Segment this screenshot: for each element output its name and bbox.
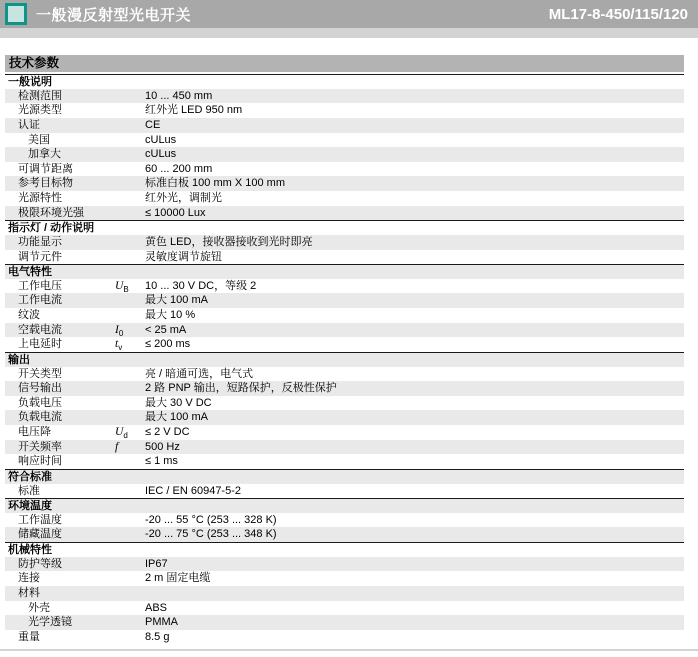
param-label: 工作温度: [18, 513, 62, 526]
param-label: 调节元件: [18, 250, 62, 263]
param-label: 信号输出: [18, 382, 62, 395]
param-value: 最大 10 %: [145, 309, 196, 321]
param-label: 极限环境光强: [18, 206, 84, 219]
param-row: [5, 425, 684, 440]
param-row: [5, 176, 684, 191]
param-row: [5, 410, 684, 425]
param-label: 储藏温度: [18, 528, 62, 541]
param-label: 美国: [28, 133, 50, 146]
param-label: 光源类型: [18, 104, 62, 117]
section-label: 符合标准: [8, 470, 52, 483]
param-symbol: [115, 89, 145, 104]
param-value: IP67: [145, 557, 168, 570]
param-row: [5, 440, 684, 455]
param-row: [5, 250, 684, 265]
param-value: ≤ 2 V DC: [145, 426, 190, 438]
param-symbol: [115, 513, 145, 528]
param-label: 负载电压: [18, 396, 62, 409]
param-value: 标准白板 100 mm X 100 mm: [145, 177, 285, 190]
param-row: [5, 513, 684, 528]
section-label: 机械特性: [8, 544, 52, 556]
param-symbol: [115, 586, 145, 601]
param-row: [5, 557, 684, 572]
param-label: 工作电流: [18, 294, 62, 307]
param-label: 可调节距离: [18, 162, 73, 175]
param-row: [5, 615, 684, 630]
section-label: 指示灯 / 动作说明: [8, 222, 95, 235]
param-symbol: [115, 367, 145, 382]
param-value: -20 ... 75 °C (253 ... 348 K): [145, 528, 277, 541]
section-header-row: [5, 542, 684, 557]
param-value: 500 Hz: [145, 440, 180, 453]
param-row: [5, 147, 684, 162]
param-symbol: [115, 396, 145, 411]
param-symbol: [115, 103, 145, 118]
param-symbol: [115, 527, 145, 542]
param-label: 上电延时: [18, 338, 62, 351]
section-header-row: [5, 220, 684, 235]
section-header-row: [5, 469, 684, 484]
param-value: 2 路 PNP 输出，短路保护，反极性保护: [145, 382, 337, 395]
table-title: 技术参数: [5, 55, 684, 72]
param-symbol: [115, 162, 145, 177]
param-value: -20 ... 55 °C (253 ... 328 K): [145, 513, 277, 526]
param-label: 空载电流: [18, 323, 62, 336]
technical-parameters-table: [5, 55, 684, 644]
param-value: 最大 30 V DC: [145, 396, 212, 409]
param-value: 黄色 LED，接收器接收到光时即亮: [145, 235, 313, 248]
param-symbol: [115, 235, 145, 250]
param-label: 连接: [18, 572, 40, 585]
section-header-row: [5, 352, 684, 367]
param-row: [5, 191, 684, 206]
params-rows: [5, 74, 684, 644]
param-symbol: [115, 308, 145, 323]
param-label: 参考目标物: [18, 177, 73, 190]
section-header-row: [5, 74, 684, 89]
param-symbol: [115, 615, 145, 630]
param-row: [5, 89, 684, 104]
param-row: [5, 235, 684, 250]
header-bar: [0, 0, 698, 28]
param-label: 开关频率: [18, 440, 62, 453]
param-value: 10 ... 450 mm: [145, 89, 213, 102]
param-symbol: [115, 410, 145, 425]
param-symbol: [115, 571, 145, 586]
param-row: [5, 396, 684, 411]
param-symbol: $U_d$: [115, 426, 128, 440]
param-symbol: [115, 601, 145, 616]
param-label: 纹波: [18, 309, 40, 321]
section-label: 电气特性: [8, 266, 52, 279]
param-row: [5, 484, 684, 499]
param-label: 外壳: [28, 601, 50, 614]
param-symbol: $t_v$: [115, 338, 123, 352]
param-symbol: [115, 630, 145, 645]
param-symbol: [115, 484, 145, 499]
param-row: [5, 586, 684, 601]
param-symbol: [115, 454, 145, 469]
param-label: 加拿大: [28, 148, 61, 161]
param-label: 光学透镜: [28, 616, 72, 629]
param-row: [5, 454, 684, 469]
param-label: 功能显示: [18, 235, 62, 248]
param-value: ≤ 1 ms: [145, 455, 178, 468]
param-label: 工作电压: [18, 279, 62, 292]
param-value: 最大 100 mA: [145, 411, 208, 424]
param-symbol: [115, 557, 145, 572]
param-value: 8.5 g: [145, 630, 170, 643]
param-symbol: [115, 118, 145, 133]
param-value: 2 m 固定电缆: [145, 572, 211, 585]
param-value: cULus: [145, 133, 177, 146]
param-value: cULus: [145, 148, 177, 161]
param-value: ≤ 200 ms: [145, 338, 191, 351]
param-symbol: [115, 191, 145, 206]
param-label: 响应时间: [18, 455, 62, 468]
param-row: [5, 279, 684, 294]
page-title: 一般漫反射型光电开关: [36, 6, 192, 24]
param-label: 开关类型: [18, 367, 62, 380]
param-value: ≤ 10000 Lux: [145, 206, 206, 219]
param-label: 防护等级: [18, 557, 62, 570]
footer-divider: [0, 649, 698, 651]
param-row: [5, 630, 684, 645]
param-value: < 25 mA: [145, 323, 187, 336]
section-header-row: [5, 264, 684, 279]
param-label: 认证: [18, 118, 40, 131]
param-symbol: [115, 176, 145, 191]
param-label: 电压降: [18, 426, 51, 438]
param-symbol: f: [115, 440, 119, 453]
param-row: [5, 293, 684, 308]
param-label: 重量: [18, 630, 40, 643]
param-value: 亮 / 暗通可选，电气式: [145, 367, 254, 380]
param-symbol: [115, 147, 145, 162]
param-value: [145, 586, 684, 601]
param-value: CE: [145, 118, 161, 131]
param-value: ABS: [145, 601, 168, 614]
header-divider: [0, 28, 698, 38]
param-value: 60 ... 200 mm: [145, 162, 213, 175]
param-row: [5, 381, 684, 396]
param-label: 负载电流: [18, 411, 62, 424]
param-label: 光源特性: [18, 192, 62, 204]
param-value: 红外光 LED 950 nm: [145, 104, 243, 117]
section-header-row: [5, 498, 684, 513]
model-number: ML17-8-450/115/120: [548, 5, 688, 23]
param-row: [5, 337, 684, 352]
param-row: [5, 206, 684, 221]
section-label: 环境温度: [8, 500, 52, 513]
param-row: [5, 571, 684, 586]
param-value: 红外光，调制光: [145, 192, 222, 204]
section-label: 输出: [8, 353, 30, 366]
param-value: IEC / EN 60947-5-2: [145, 484, 241, 497]
param-label: 标准: [18, 484, 40, 497]
param-symbol: [115, 250, 145, 265]
param-row: [5, 601, 684, 616]
param-symbol: [115, 206, 145, 221]
param-symbol: $U_B$: [115, 279, 129, 294]
param-row: [5, 527, 684, 542]
param-row: [5, 103, 684, 118]
param-symbol: $I_0$: [115, 323, 124, 338]
param-row: [5, 133, 684, 148]
param-row: [5, 367, 684, 382]
param-row: [5, 162, 684, 177]
param-symbol: [115, 133, 145, 148]
param-value: 灵敏度调节旋钮: [145, 250, 222, 263]
param-value: PMMA: [145, 616, 178, 629]
param-symbol: [115, 293, 145, 308]
param-label: 检测范围: [18, 89, 62, 102]
param-row: [5, 308, 684, 323]
param-value: 最大 100 mA: [145, 294, 208, 307]
product-family-icon: [5, 3, 27, 25]
param-symbol: [115, 381, 145, 396]
section-label: 一般说明: [8, 76, 52, 88]
param-value: 10 ... 30 V DC，等级 2: [145, 279, 257, 292]
param-label: 材料: [18, 586, 40, 599]
param-row: [5, 323, 684, 338]
param-row: [5, 118, 684, 133]
